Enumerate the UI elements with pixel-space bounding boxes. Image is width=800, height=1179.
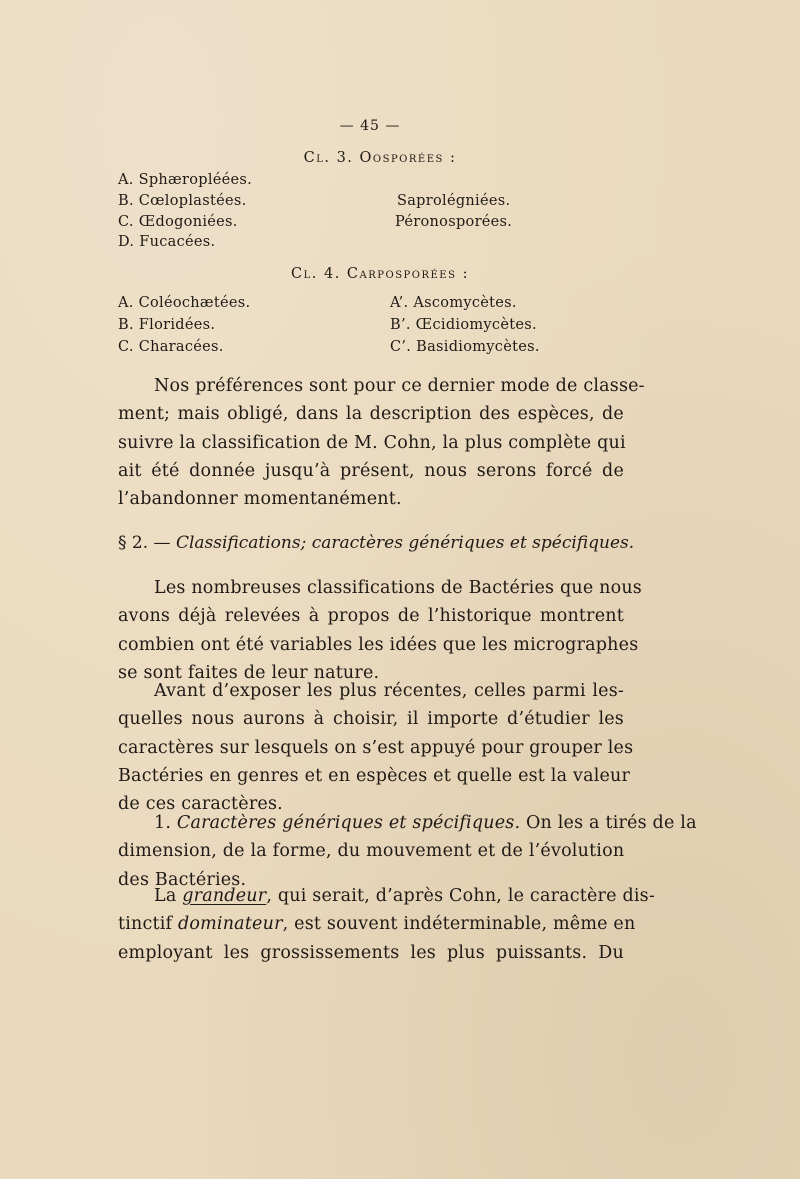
text-line xyxy=(118,910,636,938)
list-item: C’. Basidiomycètes. xyxy=(390,339,540,355)
paragraph xyxy=(118,677,634,818)
term-dominateur: dominateur xyxy=(177,914,283,935)
text-line: Les nombreuses classifications de Bactéries que nous xyxy=(154,578,642,598)
list-item: C. Œdogoniées. xyxy=(118,214,238,230)
text-line: combien ont été variables les idées que les micrographes xyxy=(118,634,639,655)
text-fragment: , est souvent indéterminable, même en xyxy=(282,914,636,935)
item-title: Caractères génériques et spécifiques. xyxy=(176,813,521,833)
text-fragment: tinctif xyxy=(118,914,173,935)
list-item: A’. Ascomycètes. xyxy=(390,295,517,311)
class3-heading: Cl. 3. Oosporées : xyxy=(303,150,457,166)
list-item: D. Fucacées. xyxy=(118,234,216,250)
text-line: dimension, de la forme, du mouvement et de l’évolution xyxy=(118,841,625,862)
list-item: B. Floridées. xyxy=(118,317,216,333)
list-item: Péronosporées. xyxy=(395,214,513,230)
text-line xyxy=(118,809,697,837)
text-line: ment; mais obligé, dans la description des espèces, de xyxy=(118,404,624,425)
text-line: avons déjà relevées à propos de l’historique montrent xyxy=(118,606,624,627)
paragraph xyxy=(118,574,642,687)
list-item: B. Cœloplastées. xyxy=(118,193,247,209)
section-title: Classifications; caractères génériques et spécifiques. xyxy=(175,533,635,553)
list-item: A. Coléochætées. xyxy=(118,295,251,311)
text-line xyxy=(118,882,655,910)
section-number: § 2. — xyxy=(118,533,171,553)
text-line: des Bactéries. xyxy=(118,869,247,890)
text-line: caractères sur lesquels on s’est appuyé pour grouper les xyxy=(118,737,634,758)
text-fragment: , qui serait, d’après Cohn, le caractère dis- xyxy=(266,886,655,906)
list-item: A. Sphæropléées. xyxy=(118,172,253,188)
text-line: Bactéries en genres et en espèces et quelle est la valeur xyxy=(118,765,631,786)
page-number: — 45 — xyxy=(339,118,401,134)
text-line: se sont faites de leur nature. xyxy=(118,662,380,683)
class4-heading: Cl. 4. Carposporées : xyxy=(291,266,469,282)
text-line: quelles nous aurons à choisir, il importe d’étudier les xyxy=(118,709,624,730)
term-grandeur: grandeur xyxy=(182,886,267,906)
text-fragment: La xyxy=(154,886,177,906)
text-line: suivre la classification de M. Cohn, la plus complète qui xyxy=(118,432,626,453)
text-line: employant les grossissements les plus puissants. Du xyxy=(118,942,624,963)
text-line: de ces caractères. xyxy=(118,794,283,815)
item-number: 1. xyxy=(154,813,172,833)
list-item: C. Characées. xyxy=(118,339,224,355)
text-line: ait été donnée jusqu’à présent, nous serons forcé de xyxy=(118,460,624,481)
list-item: B’. Œcidiomycètes. xyxy=(390,317,537,333)
paragraph xyxy=(118,882,655,967)
text-line: Nos préférences sont pour ce dernier mode de classe- xyxy=(154,376,645,396)
text-line: Avant d’exposer les plus récentes, celles parmi les- xyxy=(154,681,624,701)
text-line: l’abandonner momentanément. xyxy=(118,489,402,510)
section-heading xyxy=(118,533,638,553)
text-fragment: On les a tirés de la xyxy=(525,813,697,833)
list-item: Saprolégniées. xyxy=(397,193,511,209)
paragraph xyxy=(118,372,645,513)
